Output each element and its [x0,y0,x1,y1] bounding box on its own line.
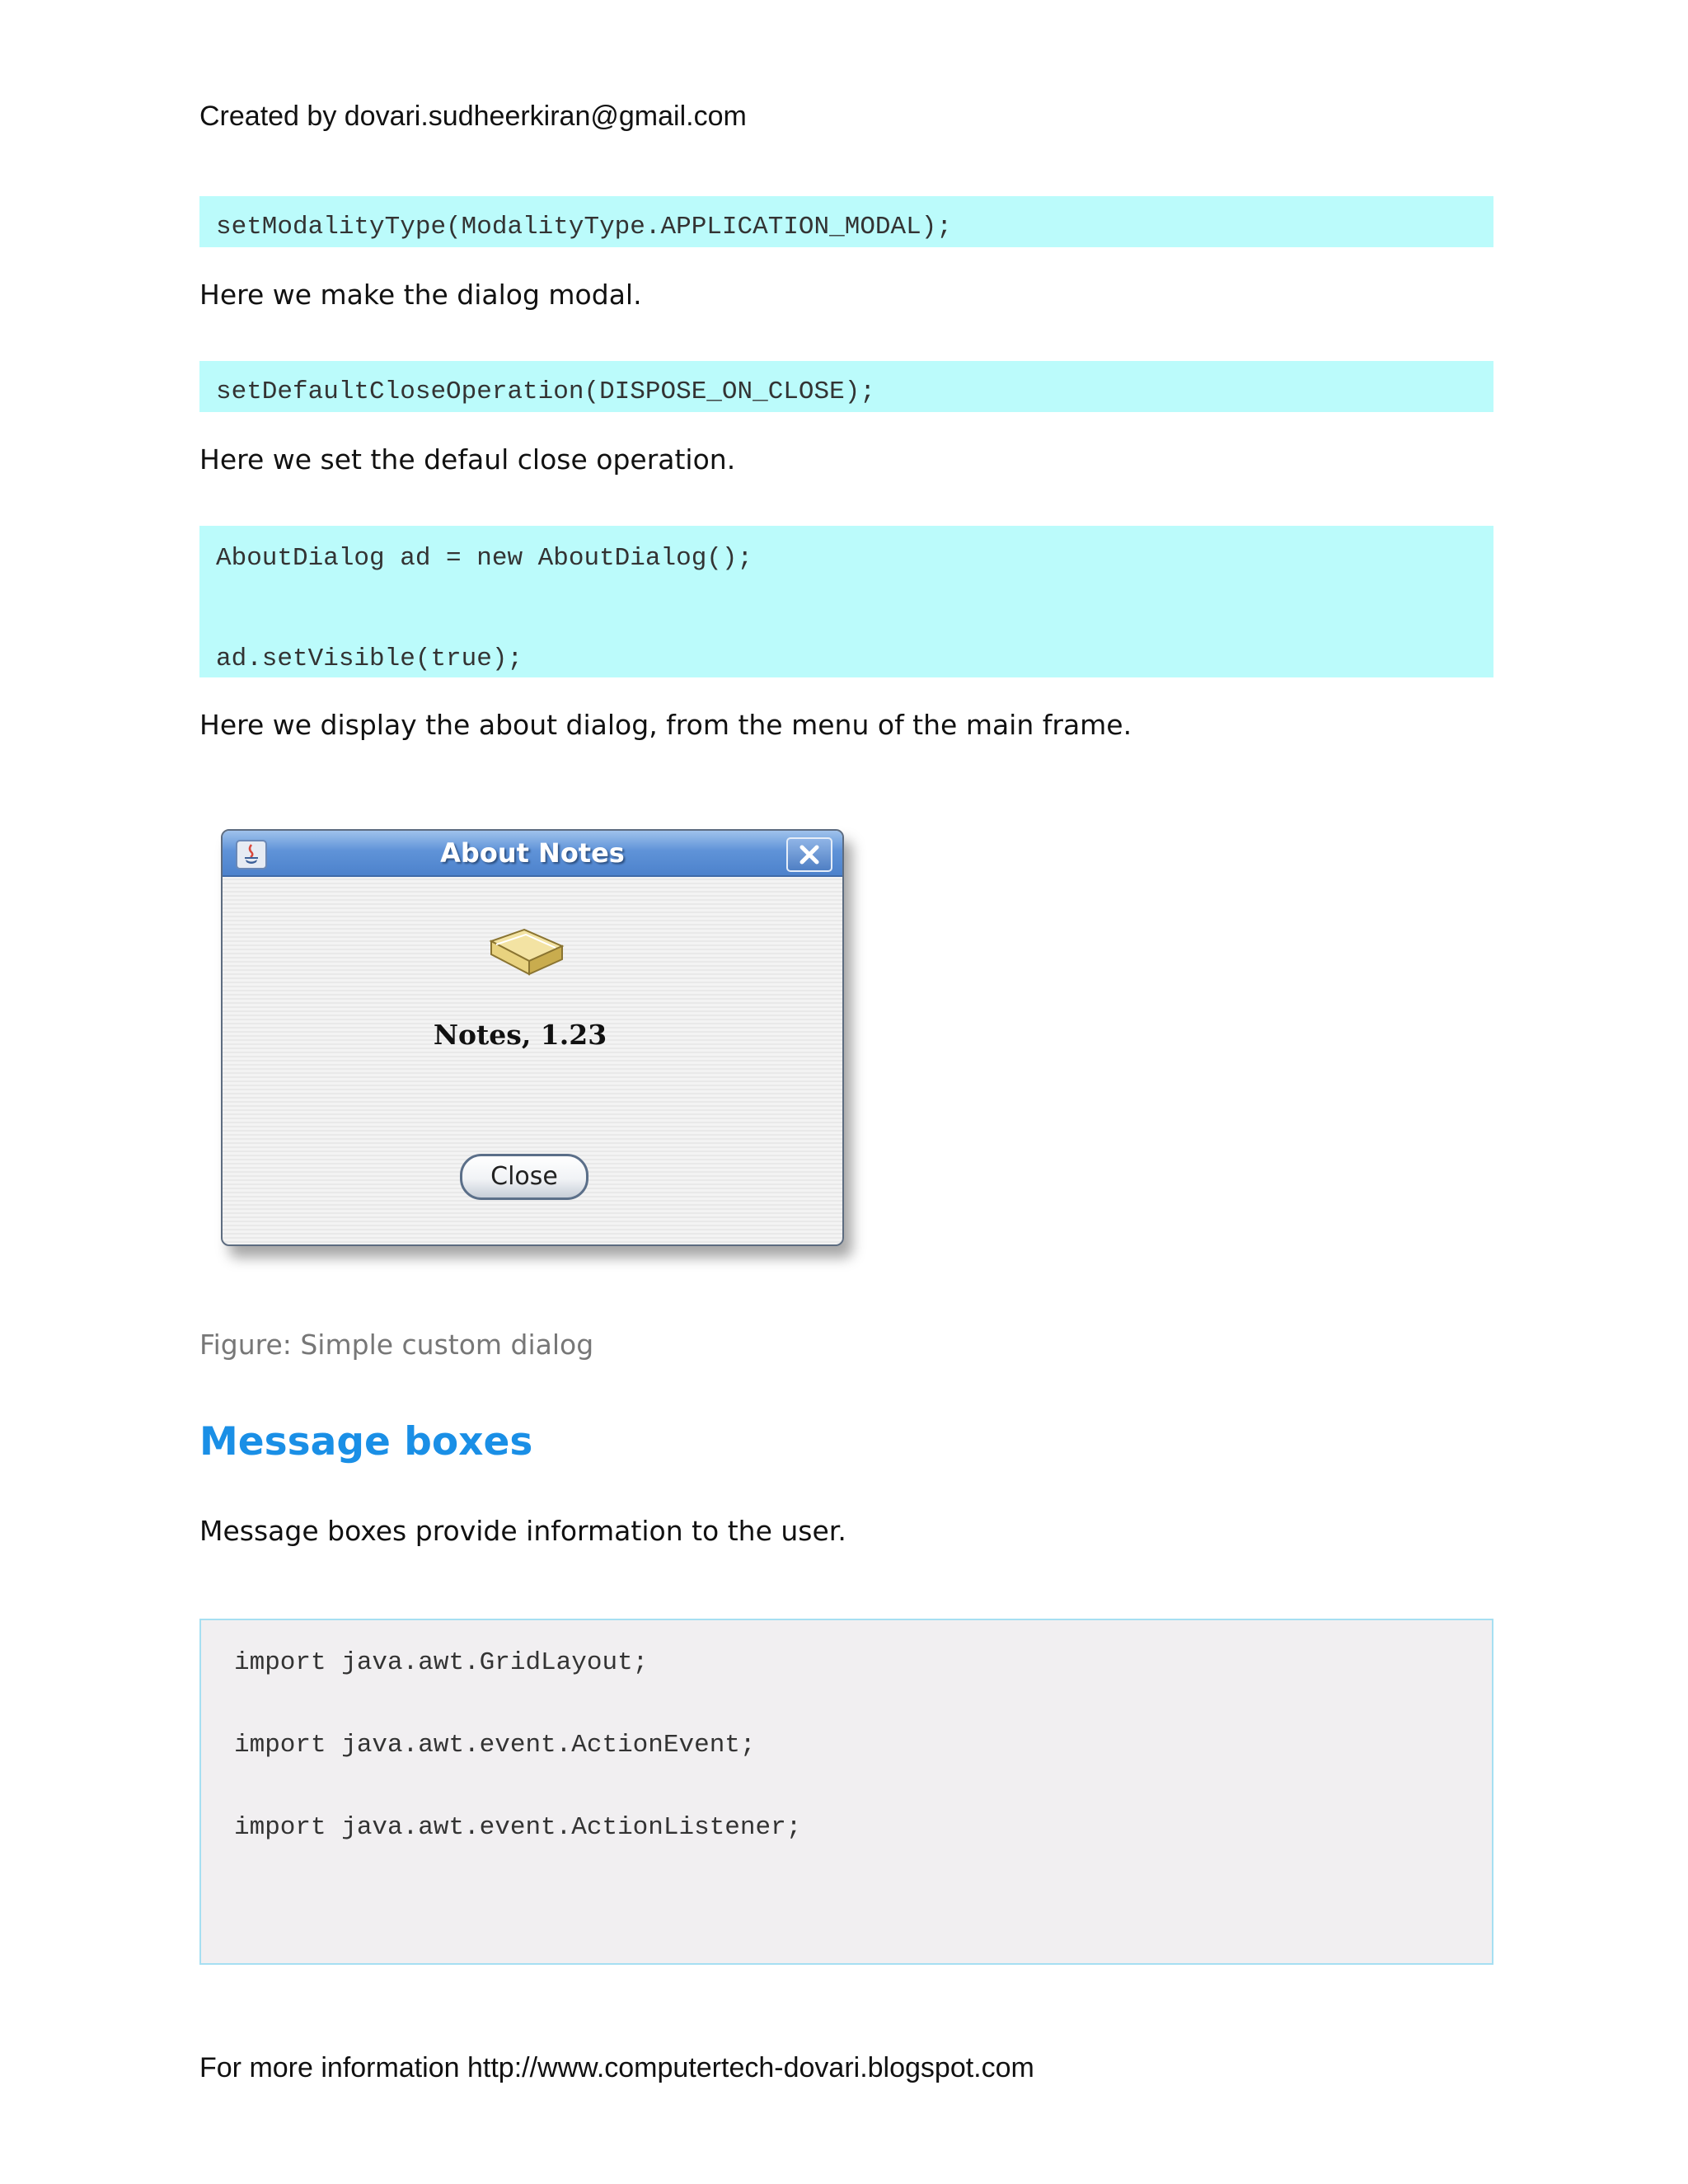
code-snippet-modality [199,196,1493,247]
page-header: Created by dovari.sudheerkiran@gmail.com [199,101,747,132]
app-version-label: Notes, 1.23 [433,1019,607,1051]
code-line: import java.awt.event.ActionListener; [234,1813,802,1842]
dialog-title: About Notes [440,837,625,869]
close-icon[interactable] [786,837,832,872]
code-line: import java.awt.event.ActionEvent; [234,1731,756,1760]
figure-caption: Figure: Simple custom dialog [199,1329,594,1361]
code-line: AboutDialog ad = new AboutDialog(); [216,544,753,573]
code-snippet-close-operation [199,361,1493,412]
code-snippet-about-dialog [199,526,1493,677]
about-dialog-window [221,829,844,1246]
section-heading: Message boxes [199,1419,533,1465]
code-line: ad.setVisible(true); [216,644,523,673]
dialog-titlebar [223,831,842,877]
section-intro: Message boxes provide information to the user. [199,1515,846,1547]
code-line: setDefaultCloseOperation(DISPOSE_ON_CLOSE); [216,377,875,406]
close-button[interactable]: Close [460,1154,588,1200]
code-line: setModalityType(ModalityType.APPLICATION_MODAL); [216,213,952,241]
code-listing-imports [199,1619,1493,1965]
about-dialog-screenshot [203,816,862,1277]
notes-book-icon [486,923,569,992]
paragraph-display-dialog: Here we display the about dialog, from the menu of the main frame. [199,709,1132,741]
page-footer: For more information http://www.computertech-dovari.blogspot.com [199,2052,1034,2083]
paragraph-close-operation: Here we set the defaul close operation. [199,443,736,476]
paragraph-modal: Here we make the dialog modal. [199,279,642,311]
code-line: import java.awt.GridLayout; [234,1648,649,1677]
